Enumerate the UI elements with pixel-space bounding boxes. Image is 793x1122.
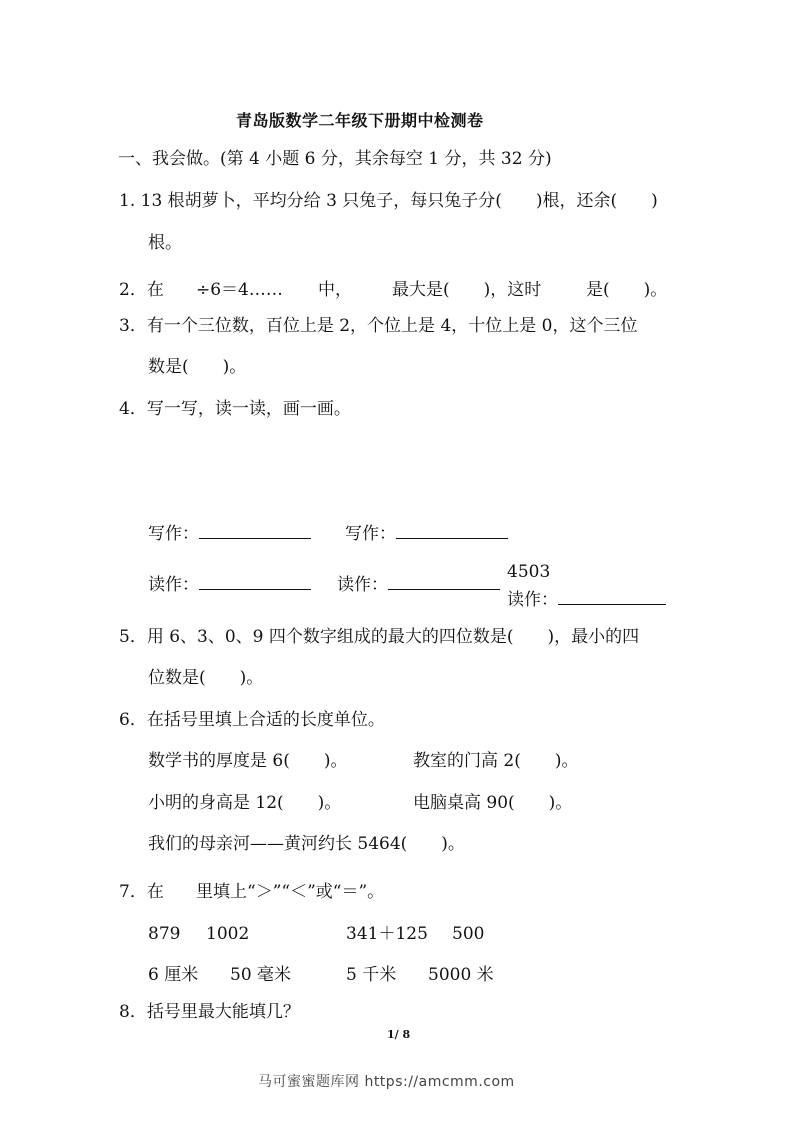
question-2-part-4: 最大是( )，这时 xyxy=(392,280,542,300)
question-6-item-d: 电脑桌高 90( )。 xyxy=(413,793,573,813)
answer-blank[interactable] xyxy=(199,575,311,590)
write-label: 写作： xyxy=(345,524,396,544)
page-title: 青岛版数学二年级下册期中检测卷 xyxy=(236,111,484,130)
question-6-text: 6．在括号里填上合适的长度单位。 xyxy=(119,710,385,730)
read-field-2 xyxy=(337,575,500,595)
question-7-part-1: 7．在 xyxy=(119,882,164,902)
question-4-text: 4．写一写，读一读，画一画。 xyxy=(119,399,351,419)
question-5-line-2: 位数是( )。 xyxy=(148,668,264,688)
read-label: 读作： xyxy=(507,590,558,610)
answer-blank[interactable] xyxy=(558,590,666,605)
answer-blank[interactable] xyxy=(199,524,311,539)
answer-blank[interactable] xyxy=(388,575,500,590)
compare-value: 341＋125 xyxy=(346,924,428,944)
read-label: 读作： xyxy=(337,575,388,595)
question-3-line-1: 3．有一个三位数，百位上是 2，个位上是 4，十位上是 0，这个三位 xyxy=(119,316,638,336)
compare-value: 500 xyxy=(452,924,485,944)
question-2-part-5: 是( )。 xyxy=(586,280,668,300)
write-field-1 xyxy=(148,524,311,544)
question-6-item-c: 小明的身高是 12( )。 xyxy=(148,793,342,813)
number-4503: 4503 xyxy=(507,562,551,582)
compare-value: 5000 米 xyxy=(428,965,494,985)
read-label: 读作： xyxy=(148,575,199,595)
question-2-part-1: 2．在 xyxy=(119,280,164,300)
question-7-part-2: 里填上“＞”“＜”或“＝”。 xyxy=(196,882,385,902)
question-2-part-3: 中， xyxy=(318,280,352,300)
question-2-part-2: ÷6＝4…… xyxy=(196,280,283,300)
footer-watermark: 马可蜜蜜题库网 https://amcmm.com xyxy=(258,1074,515,1090)
read-field-1 xyxy=(148,575,311,595)
question-6-item-b: 教室的门高 2( )。 xyxy=(413,751,579,771)
compare-value: 50 毫米 xyxy=(230,965,292,985)
write-label: 写作： xyxy=(148,524,199,544)
answer-blank[interactable] xyxy=(396,524,508,539)
page-number: 1/ 8 xyxy=(387,1028,411,1041)
question-6-item-a: 数学书的厚度是 6( )。 xyxy=(148,751,348,771)
compare-value: 1002 xyxy=(206,924,250,944)
write-field-2 xyxy=(345,524,508,544)
read-field-3 xyxy=(507,590,666,610)
question-1-line-2: 根。 xyxy=(148,233,182,253)
question-1-line-1: 1. 13 根胡萝卜，平均分给 3 只兔子，每只兔子分( )根，还余( ) xyxy=(119,191,658,211)
question-5-line-1: 5．用 6、3、0、9 四个数字组成的最大的四位数是( )，最小的四 xyxy=(119,627,640,647)
question-8-text: 8．括号里最大能填几？ xyxy=(119,1002,300,1022)
compare-value: 879 xyxy=(148,924,181,944)
question-3-line-2: 数是( )。 xyxy=(148,357,247,377)
section-heading: 一、我会做。(第 4 小题 6 分，其余每空 1 分，共 32 分) xyxy=(118,149,552,169)
compare-value: 5 千米 xyxy=(346,965,397,985)
question-6-item-e: 我们的母亲河——黄河约长 5464( )。 xyxy=(148,834,465,854)
compare-value: 6 厘米 xyxy=(148,965,199,985)
